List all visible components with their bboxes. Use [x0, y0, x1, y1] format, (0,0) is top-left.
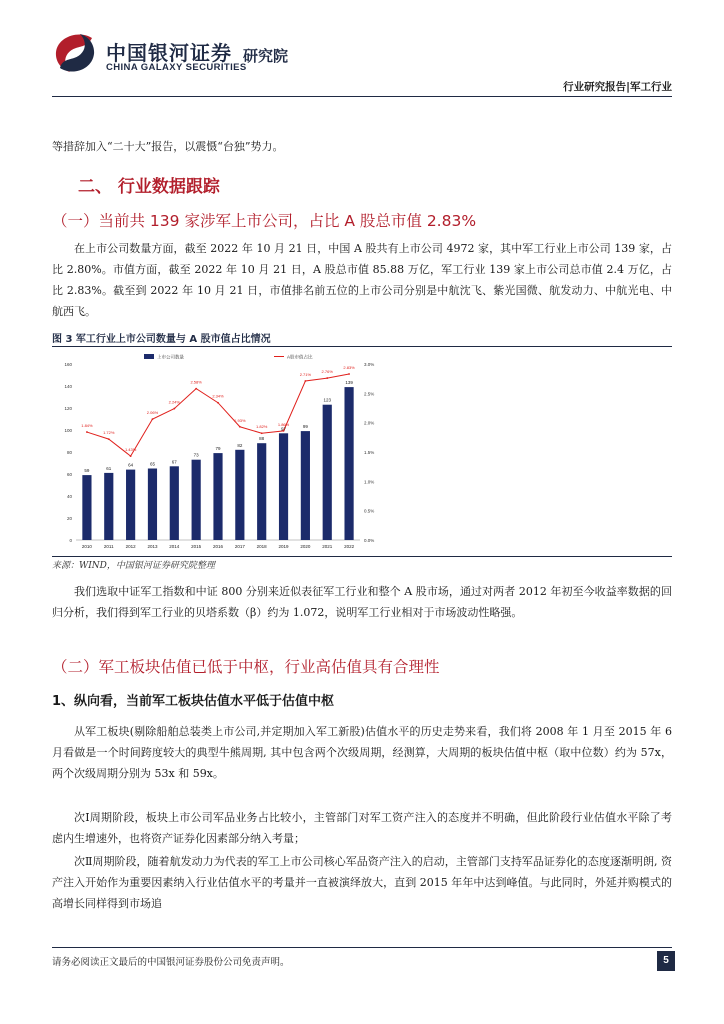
line-data-label: 2.06%	[146, 410, 159, 416]
company-name-cn: 中国银河证券	[106, 41, 232, 65]
y2-tick-label: 3.0%	[364, 362, 375, 367]
bar-data-label: 123	[323, 397, 331, 403]
combo-chart	[52, 350, 382, 556]
line-point	[261, 432, 263, 434]
line-point	[152, 418, 154, 420]
x-tick-label: 2010	[81, 544, 92, 549]
x-tick-label: 2012	[125, 544, 136, 549]
x-tick-label: 2020	[300, 544, 311, 549]
x-tick-label: 2013	[147, 544, 158, 549]
bar	[170, 466, 179, 540]
bar-data-label: 59	[84, 468, 90, 474]
bar-data-label: 73	[193, 452, 199, 458]
line-data-label: 1.93%	[234, 417, 246, 423]
y2-tick-label: 0.0%	[364, 538, 375, 543]
bar	[279, 433, 288, 540]
institute-name: 研究院	[243, 47, 289, 65]
page-number: 5	[657, 951, 675, 971]
bar-data-label: 99	[302, 424, 308, 430]
bar-data-label: 82	[237, 442, 243, 448]
line-point	[173, 408, 175, 410]
header-divider	[52, 96, 672, 97]
brand-logo-icon	[52, 32, 98, 74]
line-point	[86, 431, 88, 433]
bar	[235, 450, 244, 540]
bar	[301, 431, 310, 540]
line-data-label: 2.76%	[321, 369, 333, 375]
line-data-label: 1.72%	[103, 430, 115, 436]
line-data-label: 2.58%	[190, 379, 202, 385]
paragraph-cycle-1: 次Ⅰ周期阶段，板块上市公司军品业务占比较小，主管部门对军工资产注入的态度并不明确，但此阶段行业估值水平除了考虑内生增速外，也将资产证券化因素部分纳入考量；	[52, 811, 672, 845]
bar	[257, 443, 266, 540]
line-point	[130, 455, 132, 457]
legend-line-label: A股市值占比	[287, 354, 313, 360]
line-data-label: 1.82%	[256, 424, 268, 430]
bar	[192, 460, 201, 540]
line-point	[326, 377, 328, 379]
footer-disclaimer: 请务必阅读正文最后的中国银河证券股份公司免责声明。	[52, 957, 290, 968]
bar-data-label: 64	[128, 462, 134, 468]
figure-source: 来源：WIND，中国银河证券研究院整理	[52, 561, 215, 571]
bar-data-label: 61	[106, 465, 112, 471]
x-tick-label: 2018	[256, 544, 267, 549]
y-tick-label: 0	[69, 538, 72, 543]
line-point	[304, 380, 306, 382]
y-tick-label: 140	[64, 384, 72, 389]
line-point	[348, 373, 350, 375]
line-point	[108, 438, 110, 440]
line-data-label: 1.43%	[124, 447, 137, 453]
legend-bar-swatch	[144, 354, 154, 359]
y2-tick-label: 1.0%	[364, 479, 375, 485]
bar-data-label: 79	[215, 446, 221, 452]
bar	[104, 473, 113, 540]
y-tick-label: 80	[66, 450, 72, 455]
x-tick-label: 2015	[191, 544, 202, 549]
bar-data-label: 88	[259, 436, 265, 442]
line-data-label: 1.84%	[81, 423, 93, 429]
figure-top-rule	[52, 346, 672, 347]
x-tick-label: 2017	[234, 544, 245, 549]
bar	[148, 469, 157, 541]
paragraph-valuation-history: 从军工板块(剔除船舶总装类上市公司,并定期加入军工新股)估值水平的历史走势来看，我们将 2008 年 1 月至 2015 年 6 月看做是一个时间跨度较大的典型牛熊周期, 其中包含两个次级周期，经测算，大周期的板块估值中枢（取中位数）约为 57x，两个次级周期分别为 53x 和 59x。	[52, 725, 672, 780]
intro-line: 等措辞加入“二十大”报告，以震慑“台独”势力。	[52, 140, 284, 153]
bar-data-label: 97	[281, 426, 287, 432]
footer-divider	[52, 947, 672, 948]
y2-tick-label: 1.5%	[364, 450, 375, 455]
legend-bar-label: 上市公司数量	[157, 354, 184, 360]
line-data-label: 2.34%	[212, 393, 224, 399]
x-tick-label: 2014	[169, 544, 180, 549]
line-point	[217, 402, 219, 404]
line-point	[239, 426, 241, 428]
subsection-heading-1: （一）当前共 139 家涉军上市公司，占比 A 股总市值 2.83%	[52, 212, 477, 230]
x-tick-label: 2011	[103, 544, 114, 549]
report-type: 行业研究报告|军工行业	[563, 81, 672, 93]
line-point	[195, 388, 197, 390]
x-tick-label: 2019	[278, 544, 289, 549]
y-tick-label: 60	[66, 472, 72, 477]
bar-data-label: 139	[345, 380, 353, 386]
y2-tick-label: 0.5%	[364, 508, 375, 514]
y-tick-label: 100	[64, 428, 72, 433]
y-tick-label: 160	[64, 362, 72, 367]
x-tick-label: 2016	[212, 544, 224, 549]
subsection-heading-2: （二）军工板块估值已低于中枢，行业高估值具有合理性	[52, 658, 440, 676]
y2-tick-label: 2.5%	[364, 391, 375, 397]
bar	[323, 405, 332, 540]
line-data-label: 1.86%	[277, 421, 290, 427]
x-tick-label: 2021	[322, 544, 333, 549]
y2-tick-label: 2.0%	[364, 420, 375, 426]
bar-data-label: 67	[171, 459, 177, 465]
y-tick-label: 40	[66, 494, 72, 499]
line-data-label: 2.71%	[299, 372, 312, 378]
bar	[213, 453, 222, 540]
bar-data-label: 65	[149, 461, 155, 467]
paragraph-cycle-2: 次Ⅱ周期阶段，随着航发动力为代表的军工上市公司核心军品资产注入的启动，主管部门支持军品证券化的态度逐渐明朗, 资产注入开始作为重要因素纳入行业估值水平的考量并一直被演绎放大，直到 2015 年年中达到峰值。与此同时，外延并购模式的高增长同样得到市场追	[52, 855, 672, 910]
bar	[82, 475, 91, 540]
figure-title: 图 3 军工行业上市公司数量与 A 股市值占比情况	[52, 334, 271, 345]
y-tick-label: 120	[64, 406, 72, 411]
line-data-label: 2.24%	[168, 399, 180, 405]
line-data-label: 2.83%	[343, 364, 355, 370]
subheading-valuation: 1、纵向看，当前军工板块估值水平低于估值中枢	[52, 694, 335, 709]
company-name-en: CHINA GALAXY SECURITIES	[106, 62, 247, 73]
bar	[126, 470, 135, 540]
paragraph-beta: 我们选取中证军工指数和中证 800 分别来近似表征军工行业和整个 A 股市场，通过对两者 2012 年初至今收益率数据的回归分析，我们得到军工行业的贝塔系数（β）约为 1.072，说明军工行业相对于市场波动性略强。	[52, 585, 672, 619]
section-heading: 二、 行业数据跟踪	[78, 177, 220, 197]
x-tick-label: 2022	[344, 544, 355, 549]
figure-bottom-rule	[52, 556, 672, 557]
bar	[344, 387, 353, 540]
y-tick-label: 20	[66, 516, 72, 521]
paragraph-listed-companies: 在上市公司数量方面，截至 2022 年 10 月 21 日，中国 A 股共有上市公司 4972 家，其中军工行业上市公司 139 家，占比 2.80%。市值方面，截至 2022 年 10 月 21 日，A 股总市值 85.88 万亿，军工行业 139 家上市公司总市值 2.4 万亿，占比 2.83%。截至到 2022 年 10 月 21 日，市值排名前五位的上市公司分别是中航沈飞、紫光国微、航发动力、中航光电、中航西飞。	[52, 242, 672, 318]
